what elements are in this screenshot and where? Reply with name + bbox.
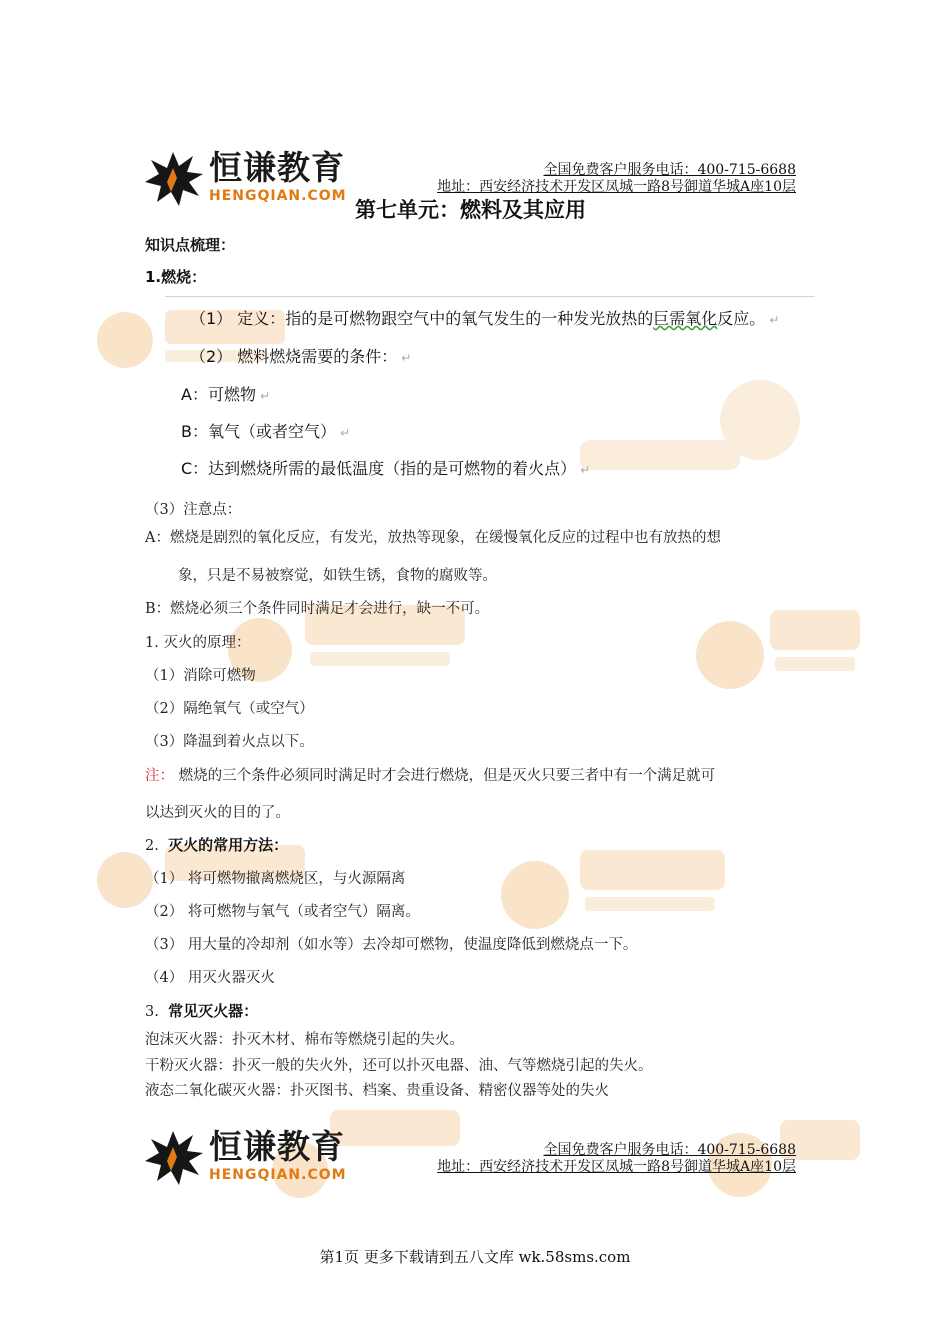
methods-title: 2. 灭火的常用方法： <box>145 836 289 854</box>
method-item: （4） 用灭火器灭火 <box>145 970 275 986</box>
s1-item-c: C：达到燃烧所需的最低温度（指的是可燃物的着火点） ↵ <box>181 459 591 478</box>
s1-item-conditions: （2） 燃料燃烧需要的条件： ↵ <box>190 347 412 366</box>
logo-english-text: HENGQIAN.COM <box>209 1167 347 1183</box>
principle-note-line2: 以达到灭火的目的了。 <box>145 805 290 821</box>
s1-title: 1.燃烧： <box>145 268 207 286</box>
extinguisher-item: 液态二氧化碳灭火器：扑灭图书、档案、贵重设备、精密仪器等处的失火 <box>145 1083 609 1099</box>
notes-b-line: B：燃烧必须三个条件同时满足才会进行，缺一不可。 <box>145 601 490 617</box>
header-address: 地址：西安经济技术开发区凤城一路8号御道华城A座10层 <box>437 179 796 195</box>
header-logo <box>143 148 347 210</box>
splash-logo-icon <box>143 148 205 210</box>
splash-logo-icon <box>143 1127 205 1189</box>
watermark-logo <box>690 595 860 705</box>
footer-hotline: 全国免费客户服务电话：400-715-6688 <box>543 1142 796 1158</box>
s1-item-b: B：氧气（或者空气） ↵ <box>181 422 351 441</box>
page-title: 第七单元：燃料及其应用 <box>355 198 586 222</box>
extinguishers-title: 3. 常见灭火器： <box>145 1002 259 1020</box>
extinguisher-item: 干粉灭火器：扑灭一般的失火外，还可以扑灭电器、油、气等燃烧引起的失火。 <box>145 1058 653 1074</box>
principle-item: （3）降温到着火点以下。 <box>145 734 314 750</box>
logo-english-text: HENGQIAN.COM <box>209 188 347 204</box>
notes-a-line2: 象，只是不易被察觉，如铁生锈，食物的腐败等。 <box>178 568 497 584</box>
notes-heading: （3）注意点： <box>145 502 242 518</box>
method-item: （3） 用大量的冷却剂（如水等）去冷却可燃物，使温度降低到燃烧点一下。 <box>145 937 638 953</box>
principle-title: 1. 灭火的原理： <box>145 635 251 651</box>
method-item: （1） 将可燃物撤离燃烧区，与火源隔离 <box>145 871 406 887</box>
s1-item-definition: （1） 定义：指的是可燃物跟空气中的氧气发生的一种发光放热的巨需氧化反应。 ↵ <box>190 309 780 328</box>
footer-logo <box>143 1127 347 1189</box>
principle-note-line1: 注： 燃烧的三个条件必须同时满足时才会进行燃烧，但是灭火只要三者中有一个满足就可 <box>145 768 716 784</box>
extinguisher-item: 泡沫灭火器：扑灭木材、棉布等燃烧引起的失火。 <box>145 1032 464 1048</box>
principle-item: （1）消除可燃物 <box>145 668 256 684</box>
footer-address: 地址：西安经济技术开发区凤城一路8号御道华城A座10层 <box>437 1159 796 1175</box>
notes-a-line1: A：燃烧是剧烈的氧化反应，有发光，放热等现象，在缓慢氧化反应的过程中也有放热的想 <box>145 530 721 546</box>
note-label: 注： <box>145 768 174 784</box>
principle-item: （2）隔绝氧气（或空气） <box>145 701 314 717</box>
method-item: （2） 将可燃物与氧气（或者空气）隔离。 <box>145 904 420 920</box>
watermark-logo <box>560 330 820 490</box>
logo-chinese-text: 恒谦教育 <box>209 148 345 187</box>
header-hotline: 全国免费客户服务电话：400-715-6688 <box>543 162 796 178</box>
divider <box>165 296 815 297</box>
watermark-logo <box>495 835 735 945</box>
logo-chinese-text: 恒谦教育 <box>209 1127 345 1166</box>
s1-item-a: A：可燃物 ↵ <box>181 385 271 404</box>
page-footer: 第1页 更多下载请到五八文库 wk.58sms.com <box>319 1248 631 1266</box>
section-title: 知识点梳理： <box>145 236 236 254</box>
